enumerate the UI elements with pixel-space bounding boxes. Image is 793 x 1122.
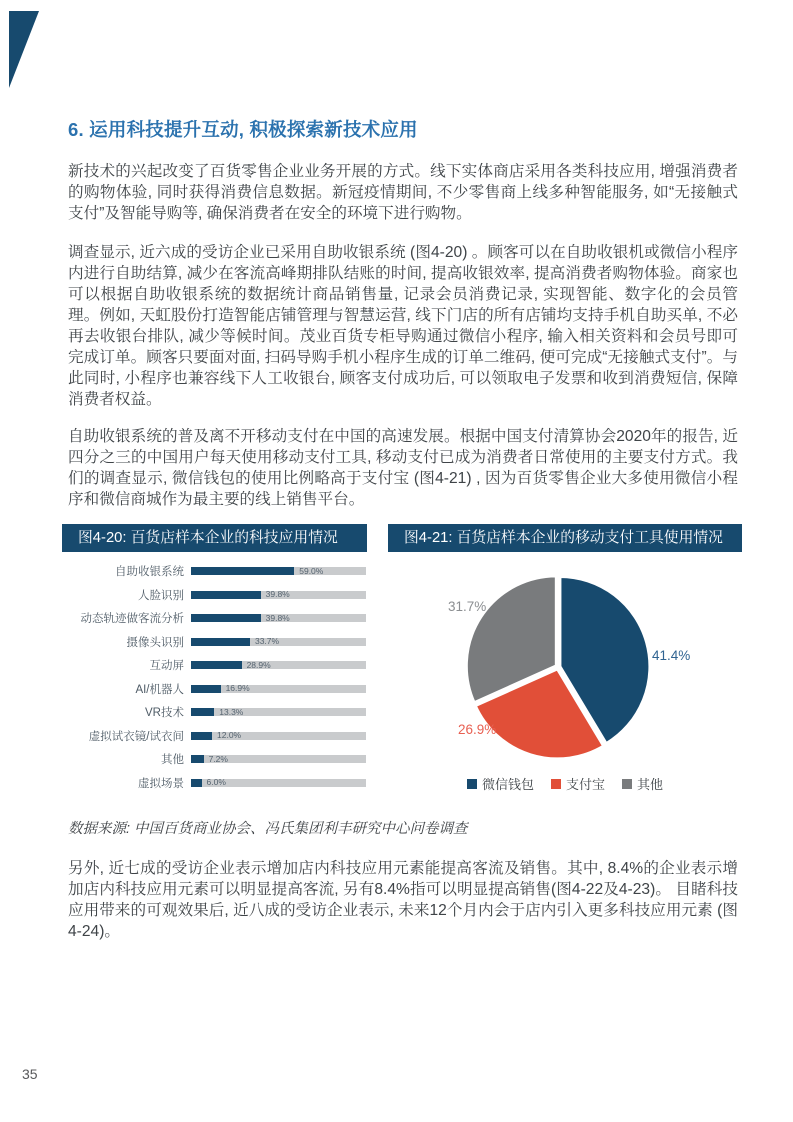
bar-row <box>62 636 372 649</box>
paragraph-1: 新技术的兴起改变了百货零售企业业务开展的方式。线下实体商店采用各类科技应用, 增强消费者的购物体验, 同时获得消费信息数据。新冠疫情期间, 不少零售商上线多种智能服务, 如“无接触式支付”及智能导购等, 确保消费者在安全的环境下进行购物。 <box>68 163 738 223</box>
figure-4-20-title: 图4-20: 百货店样本企业的科技应用情况 <box>62 524 367 552</box>
figure-4-21-title: 图4-21: 百货店样本企业的移动支付工具使用情况 <box>388 524 742 552</box>
bar-fill <box>191 779 202 787</box>
section-heading: 6. 运用科技提升互动, 积极探索新技术应用 <box>68 119 418 140</box>
legend-item <box>551 774 605 793</box>
bar-track <box>191 567 366 575</box>
legend-swatch-icon <box>551 779 561 789</box>
bar-track <box>191 779 366 787</box>
bar-row <box>62 589 372 602</box>
paragraph-3: 自助收银系统的普及离不开移动支付在中国的高速发展。根据中国支付清算协会2020年的报告, 近四分之三的中国用户每天使用移动支付工具, 移动支付已成为消费者日常使用的主要支付方式。我们的调查显示, 微信钱包的使用比例略高于支付宝 (图4-21) , 因为百货零售企业大多使用微信小程序和微信商城作为最主要的线上销售平台。 <box>68 428 738 509</box>
bar-category-label: 虚拟场景 <box>138 777 184 790</box>
bar-track <box>191 661 366 669</box>
bar-row <box>62 659 372 673</box>
bar-category-label: VR技术 <box>145 707 184 720</box>
bar-chart <box>62 552 372 790</box>
bar-row <box>62 777 372 790</box>
bar-fill <box>191 732 212 740</box>
legend-swatch-icon <box>467 779 477 789</box>
bar-track <box>191 708 366 716</box>
pie-value-label-alipay: 26.9% <box>458 722 497 738</box>
bar-row <box>62 612 372 626</box>
bar-track <box>191 732 366 740</box>
figure-4-21 <box>388 524 742 804</box>
pie-value-label-other: 31.7% <box>448 599 487 615</box>
bar-fill <box>191 708 214 716</box>
bar-fill <box>191 591 261 599</box>
bar-row <box>62 565 372 579</box>
bar-category-label: 互动屏 <box>149 660 184 673</box>
bar-track <box>191 685 366 693</box>
bar-value-label: 7.2% <box>208 753 228 764</box>
bar-category-label: 自助收银系统 <box>115 566 184 579</box>
pie-legend <box>388 774 742 793</box>
bar-category-label: 人脸识别 <box>138 589 184 602</box>
bar-value-label: 39.8% <box>265 612 290 623</box>
bar-fill <box>191 661 242 669</box>
pie-chart-area <box>388 552 742 804</box>
bar-fill <box>191 614 261 622</box>
bar-category-label: 其他 <box>161 754 184 767</box>
bar-row <box>62 706 372 720</box>
bar-category-label: AI/机器人 <box>135 683 184 696</box>
figure-4-20 <box>62 524 372 804</box>
paragraph-4: 另外, 近七成的受访企业表示增加店内科技应用元素能提高客流及销售。其中, 8.4%的企业表示增加店内科技应用元素可以明显提高客流, 另有8.4%指可以明显提高销售(图4-22及4-23)。 目睹科技应用带来的可观效果后, 近八成的受访企业表示, 未来12个月内会于店内引入更多科技应用元素 (图4-24)。 <box>68 860 738 941</box>
bar-row <box>62 730 372 743</box>
bar-row <box>62 683 372 696</box>
bar-value-label: 28.9% <box>246 659 271 670</box>
bar-category-label: 动态轨迹做客流分析 <box>80 613 184 626</box>
bar-fill <box>191 755 204 763</box>
bar-fill <box>191 685 221 693</box>
page-content <box>62 0 742 942</box>
bar-category-label: 虚拟试衣镜/试衣间 <box>88 730 184 743</box>
pie-value-label-wechat: 41.4% <box>652 648 691 664</box>
bar-value-label: 59.0% <box>299 565 324 576</box>
legend-item <box>622 774 663 793</box>
bar-track <box>191 614 366 622</box>
legend-swatch-icon <box>622 779 632 789</box>
bar-value-label: 33.7% <box>254 636 280 647</box>
page-number: 35 <box>22 1066 38 1082</box>
bar-track <box>191 755 366 763</box>
bar-value-label: 13.3% <box>219 706 244 717</box>
bar-value-label: 12.0% <box>217 730 242 741</box>
corner-triangle-decoration <box>9 11 39 88</box>
data-source-note: 数据来源: 中国百货商业协会、冯氏集团利丰研究中心问卷调查 <box>68 821 468 838</box>
figures-row <box>62 524 742 804</box>
legend-label: 支付宝 <box>565 777 605 793</box>
pie-chart <box>458 567 658 767</box>
bar-category-label: 摄像头识别 <box>126 636 184 649</box>
bar-value-label: 39.8% <box>265 589 290 600</box>
bar-track <box>191 591 366 599</box>
bar-row <box>62 753 372 767</box>
legend-label: 其他 <box>637 777 664 793</box>
bar-value-label: 16.9% <box>225 683 250 694</box>
legend-item <box>467 774 534 793</box>
bar-track <box>191 638 366 646</box>
bar-value-label: 6.0% <box>206 777 226 788</box>
legend-label: 微信钱包 <box>481 777 534 793</box>
paragraph-2: 调查显示, 近六成的受访企业已采用自助收银系统 (图4-20) 。顾客可以在自助收银机或微信小程序内进行自助结算, 减少在客流高峰期排队结账的时间, 提高收银效率, 提高消费者购物体验。商家也可以根据自助收银系统的数据统计商品销售量, 记录会员消费记录, 实现智能、数字化的会员管理。例如, 天虹股份打造智能店铺管理与智慧运营, 线下门店的所有店铺均支持手机自助买单, 不必再去收银台排队, 减少等候时间。茂业百货专柜导购通过微信小程序, 输入相关资料和会员号即可完成订单。顾客只要面对面, 扫码导购手机小程序生成的订单二维码, 便可完成“无接触式支付”。与此同时, 小程序也兼容线下人工收银台, 顾客支付成功后, 可以领取电子发票和收到消费短信, 保障消费者权益。 <box>68 244 738 409</box>
bar-fill <box>191 567 294 575</box>
bar-fill <box>191 638 250 646</box>
